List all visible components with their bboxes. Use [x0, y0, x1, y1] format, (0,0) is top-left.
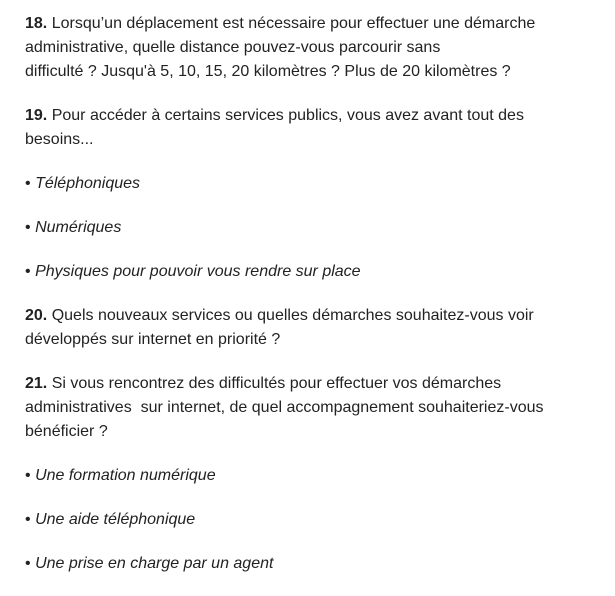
answer-option-label: Une formation numérique — [35, 467, 216, 484]
question-text-line: administrative, quelle distance pouvez-vous parcourir sans — [25, 39, 441, 56]
question-text-line: Quels nouveaux services ou quelles démarches souhaitez-vous voir — [51, 307, 534, 324]
answer-option-label: Une prise en charge par un agent — [35, 555, 274, 572]
answer-option-label: Numériques — [35, 219, 122, 236]
question-text-line: besoins... — [25, 131, 94, 148]
bullet-icon: • — [25, 263, 31, 280]
question-18 — [25, 12, 600, 84]
question-text-line: administratives sur internet, de quel accompagnement souhaiteriez-vous — [25, 399, 544, 416]
question-21 — [25, 372, 600, 444]
bullet-icon: • — [25, 175, 31, 192]
question-text-line: développés sur internet en priorité ? — [25, 331, 281, 348]
question-19 — [25, 104, 600, 152]
answer-option — [25, 464, 600, 488]
question-number: 19. — [25, 107, 48, 124]
answer-option — [25, 172, 600, 196]
question-number: 20. — [25, 307, 48, 324]
question-text-line: difficulté ? Jusqu'à 5, 10, 15, 20 kilomètres ? Plus de 20 kilomètres ? — [25, 63, 511, 80]
question-text-line: Lorsqu’un déplacement est nécessaire pour effectuer une démarche — [51, 15, 536, 32]
answer-option — [25, 552, 600, 576]
question-number: 21. — [25, 375, 48, 392]
answer-option-label: Une aide téléphonique — [35, 511, 196, 528]
question-number: 18. — [25, 15, 48, 32]
question-20 — [25, 304, 600, 352]
bullet-icon: • — [25, 467, 31, 484]
answer-option — [25, 508, 600, 532]
bullet-icon: • — [25, 511, 31, 528]
question-text-line: Pour accéder à certains services publics, vous avez avant tout des — [51, 107, 524, 124]
answer-option-label: Physiques pour pouvoir vous rendre sur place — [35, 263, 361, 280]
bullet-icon: • — [25, 555, 31, 572]
answer-option-label: Téléphoniques — [35, 175, 141, 192]
question-text-line: bénéficier ? — [25, 423, 108, 440]
answer-option — [25, 216, 600, 240]
questionnaire — [25, 12, 600, 596]
question-text-line: Si vous rencontrez des difficultés pour effectuer vos démarches — [51, 375, 502, 392]
answer-option — [25, 260, 600, 284]
bullet-icon: • — [25, 219, 31, 236]
